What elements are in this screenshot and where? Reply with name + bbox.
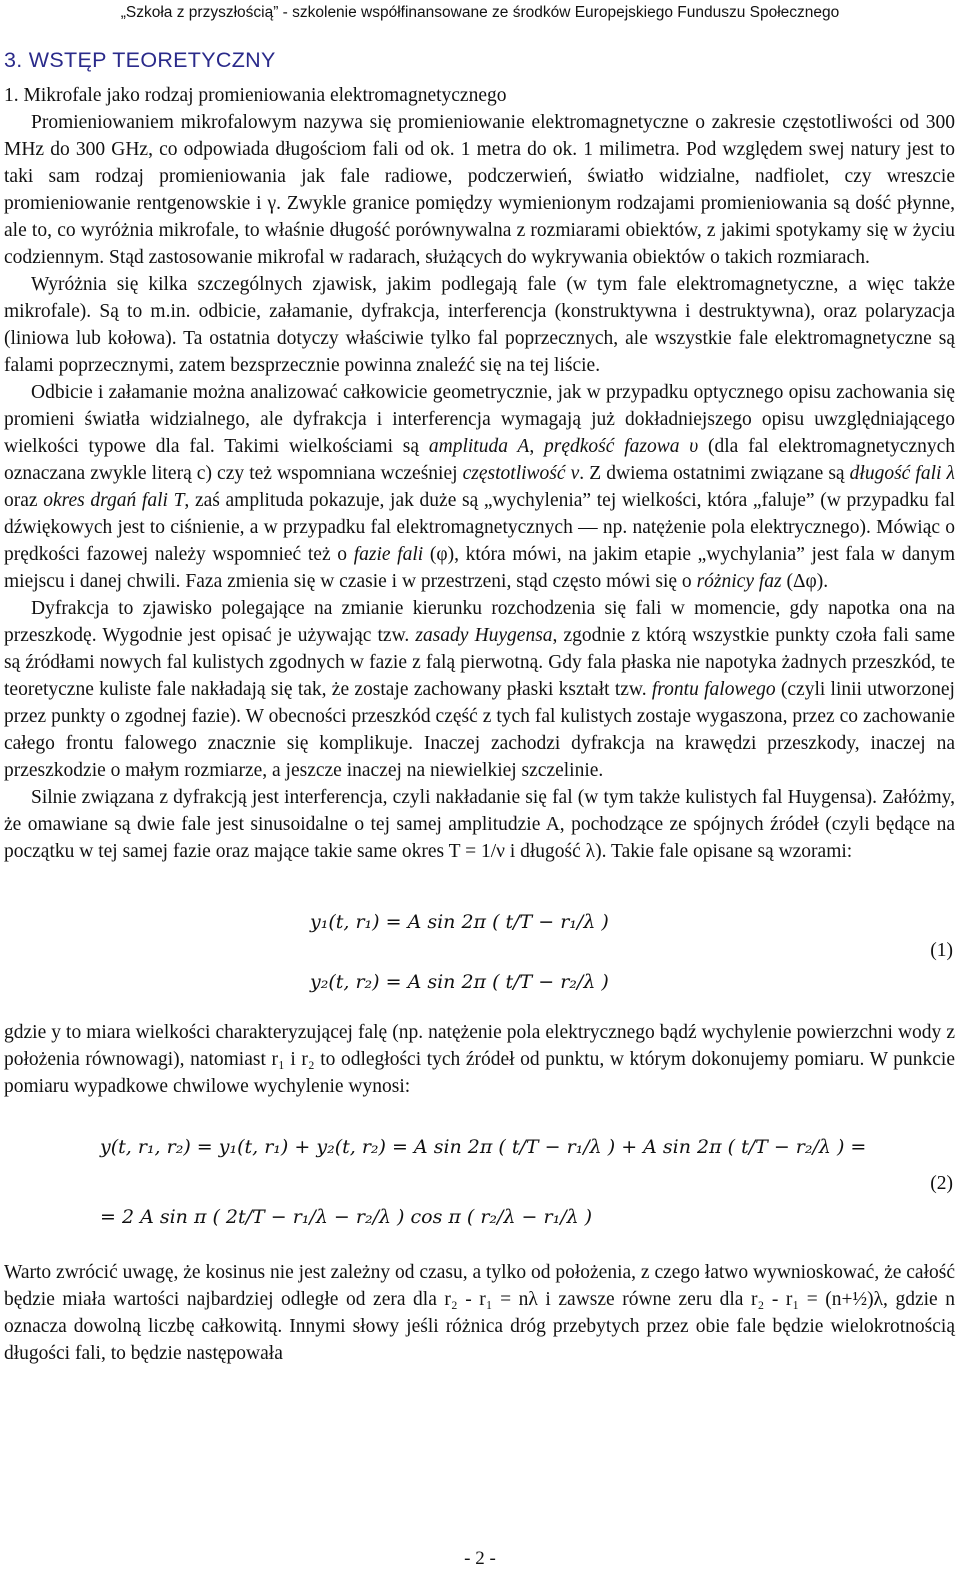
term-phase-velocity: prędkość fazowa υ xyxy=(544,436,699,457)
page-number: - 2 - xyxy=(464,1548,496,1569)
paragraph-7: Warto zwrócić uwagę, że kosinus nie jest zależny od czasu, a tylko od położenia, z czego łatwo wywnioskować, że całość będzie miała wartości najbardziej odległe od zera dla r₂ - r₁ = nλ i zawsze równe zeru dla r₂ - r₁ = (n+½)λ, gdzie n oznacza dowolną liczbę całkowitą. Innymi słowy jeśli różnica dróg przebytych przez obie fale będzie wielokrotnością długości fali, to będzie następowała xyxy=(4,1262,955,1364)
equation-2-number: (2) xyxy=(930,1173,953,1194)
equation-1-line-2: y₂(t, r₂) = A sin 2π ( t/T − r₂/λ ) xyxy=(310,971,609,993)
term-phase: fazie fali xyxy=(353,544,424,565)
term-wavefront: frontu falowego xyxy=(651,679,776,700)
text-run: (φ), która mówi, na jakim etapie „wychylania” jest fala w danym miejscu i danej chwili. Faza zmienia się w czasie i w przestrzeni, stąd często mówi się o xyxy=(4,544,955,592)
text-run: , xyxy=(529,436,544,457)
text-run: , zaś amplituda pokazuje, jak duże są „wychylenia” tej wielkości, która „faluje” (w przypadku fal dźwiękowych jest to ciśnienie, a w przypadku fal elektromagnetycznych — np. natężenie pola elektrycznego). Mówiąc o prędkości fazowej należy wspomnieć też o xyxy=(4,490,955,565)
text-run: Dyfrakcja to zjawisko polegające na zmianie kierunku rozchodzenia się fali w momencie, gdy napotka ona na przeszkodę. Wygodnie jest opisać je używając tzw. xyxy=(4,598,955,646)
text-run: oraz xyxy=(4,490,44,511)
text-run: . Z dwiema ostatnimi związane są xyxy=(579,463,850,484)
paragraph-5: Silnie związana z dyfrakcją jest interferencja, czyli nakładanie się fal (w tym także kulistych fal Huygensa). Załóżmy, że omawiane są dwie fale jest sinusoidalne o tej samej amplitudzie A, pochodzące ze spójnych źródeł (czyli będące na początku w tej samej fazie oraz mające takie same okres T = 1/ν i długość λ). Takie fale opisane są wzorami: xyxy=(4,787,955,862)
text-run: (Δφ). xyxy=(781,571,829,592)
text-run: (dla fal elektromagnetycznych oznaczana zwykle literą c) czy też wspomniana wcześniej xyxy=(4,436,956,484)
paragraph-2: Wyróżnia się kilka szczególnych zjawisk, jakim podlegają fale (w tym fale elektromagnetyczne, a więc także mikrofale). Są to m.in. odbicie, załamanie, dyfrakcja, interferencja (konstruktywna i destruktywna), oraz polaryzacja (liniowa lub kołowa). Ta ostatnia dotyczy właściwie tylko fal poprzecznych, ale wszystkie fale elektromagnetyczne są falami poprzecznymi, zatem bezsprzecznie powinna znaleźć się na tej liście. xyxy=(4,274,955,376)
document-body xyxy=(4,82,955,1367)
equation-2 xyxy=(4,1102,955,1257)
term-wavelength: długość fali λ xyxy=(849,463,955,484)
text-run: (czyli linii utworzonej przez punkty o zgodnej fazie). W obecności przeszkód część z tych fal kulistych zostaje wygaszona, przez co zachowanie całego frontu falowego znacznie się komplikuje. Inaczej zachodzi dyfrakcja na krawędzi przeszkody, inaczej na przeszkodzie o małym rozmiarze, a jeszcze inaczej na niewielkiej szczelinie. xyxy=(4,679,955,781)
paragraph-4 xyxy=(4,595,955,784)
term-amplitude: amplituda A xyxy=(428,436,530,457)
paragraph-6: gdzie y to miara wielkości charakteryzującej falę (np. natężenie pola elektrycznego bądź wychylenie powierzchni wody z położenia równowagi), natomiast r₁ i r₂ to odległości tych źródeł od punktu, w którym dokonujemy pomiaru. W punkcie pomiaru wypadkowe chwilowe wychylenie wynosi: xyxy=(4,1022,955,1097)
equation-1-line-1: y₁(t, r₁) = A sin 2π ( t/T − r₁/λ ) xyxy=(310,911,609,933)
section-title: 3. WSTĘP TEORETYCZNY xyxy=(4,48,276,72)
equation-1-number: (1) xyxy=(930,940,953,961)
text-run: Odbicie i załamanie można analizować całkowicie geometrycznie, jak w przypadku optycznego opisu zachowania się promieni światła widzialnego, ale dyfrakcja i interferencja wymagają już dokładniejszego opisu uwzględniającego wielkości typowe dla fal. Takimi wielkościami są xyxy=(4,382,955,457)
term-phase-difference: różnicy faz xyxy=(696,571,782,592)
document-header: „Szkoła z przyszłością” - szkolenie współfinansowane ze środków Europejskiego Funduszu Społecznego xyxy=(120,4,840,21)
equation-2-line-1: y(t, r₁, r₂) = y₁(t, r₁) + y₂(t, r₂) = A sin 2π ( t/T − r₁/λ ) + A sin 2π ( t/T − r₂/λ ) = xyxy=(100,1136,867,1158)
paragraph-1: Promieniowaniem mikrofalowym nazywa się promieniowanie elektromagnetyczne o zakresie częstotliwości od 300 MHz do 300 GHz, co odpowiada długościom fali od ok. 1 metra do ok. 1 milimetra. Pod względem swej natury jest to taki sam rodzaj promieniowania jak fale radiowe, podczerwień, światło widzialne, nadfiolet, czy wreszcie promieniowanie rentgenowskie i γ. Zwykle granice pomiędzy wymienionym rodzajami promieniowania są dość płynne, ale to, co wyróżnia mikrofale, to właśnie długość porównywalna z rozmiarami obiektów, z jakimi spotykamy się w życiu codziennym. Stąd zastosowanie mikrofal w radarach, służących do wykrywania obiektów o takich rozmiarach. xyxy=(4,112,955,268)
term-period: okres drgań fali T xyxy=(43,490,185,511)
paragraph-3 xyxy=(4,379,955,595)
subsection-title: 1. Mikrofale jako rodzaj promieniowania elektromagnetycznego xyxy=(4,85,507,106)
equation-1 xyxy=(4,867,955,1017)
term-frequency: częstotliwość ν xyxy=(462,463,580,484)
term-huygens-principle: zasady Huygensa xyxy=(415,625,553,646)
equation-2-line-2: = 2 A sin π ( 2t/T − r₁/λ − r₂/λ ) cos π ( r₂/λ − r₁/λ ) xyxy=(100,1206,593,1228)
text-run: , zgodnie z którą wszystkie punkty czoła fali same są źródłami nowych fal kulistych zgodnych w fazie z falą pierwotną. Gdy fala płaska nie napotyka żadnych przeszkód, te teoretyczne kuliste fale nakładają się tak, że zostaje zachowany płaski kształt tzw. xyxy=(4,625,955,700)
